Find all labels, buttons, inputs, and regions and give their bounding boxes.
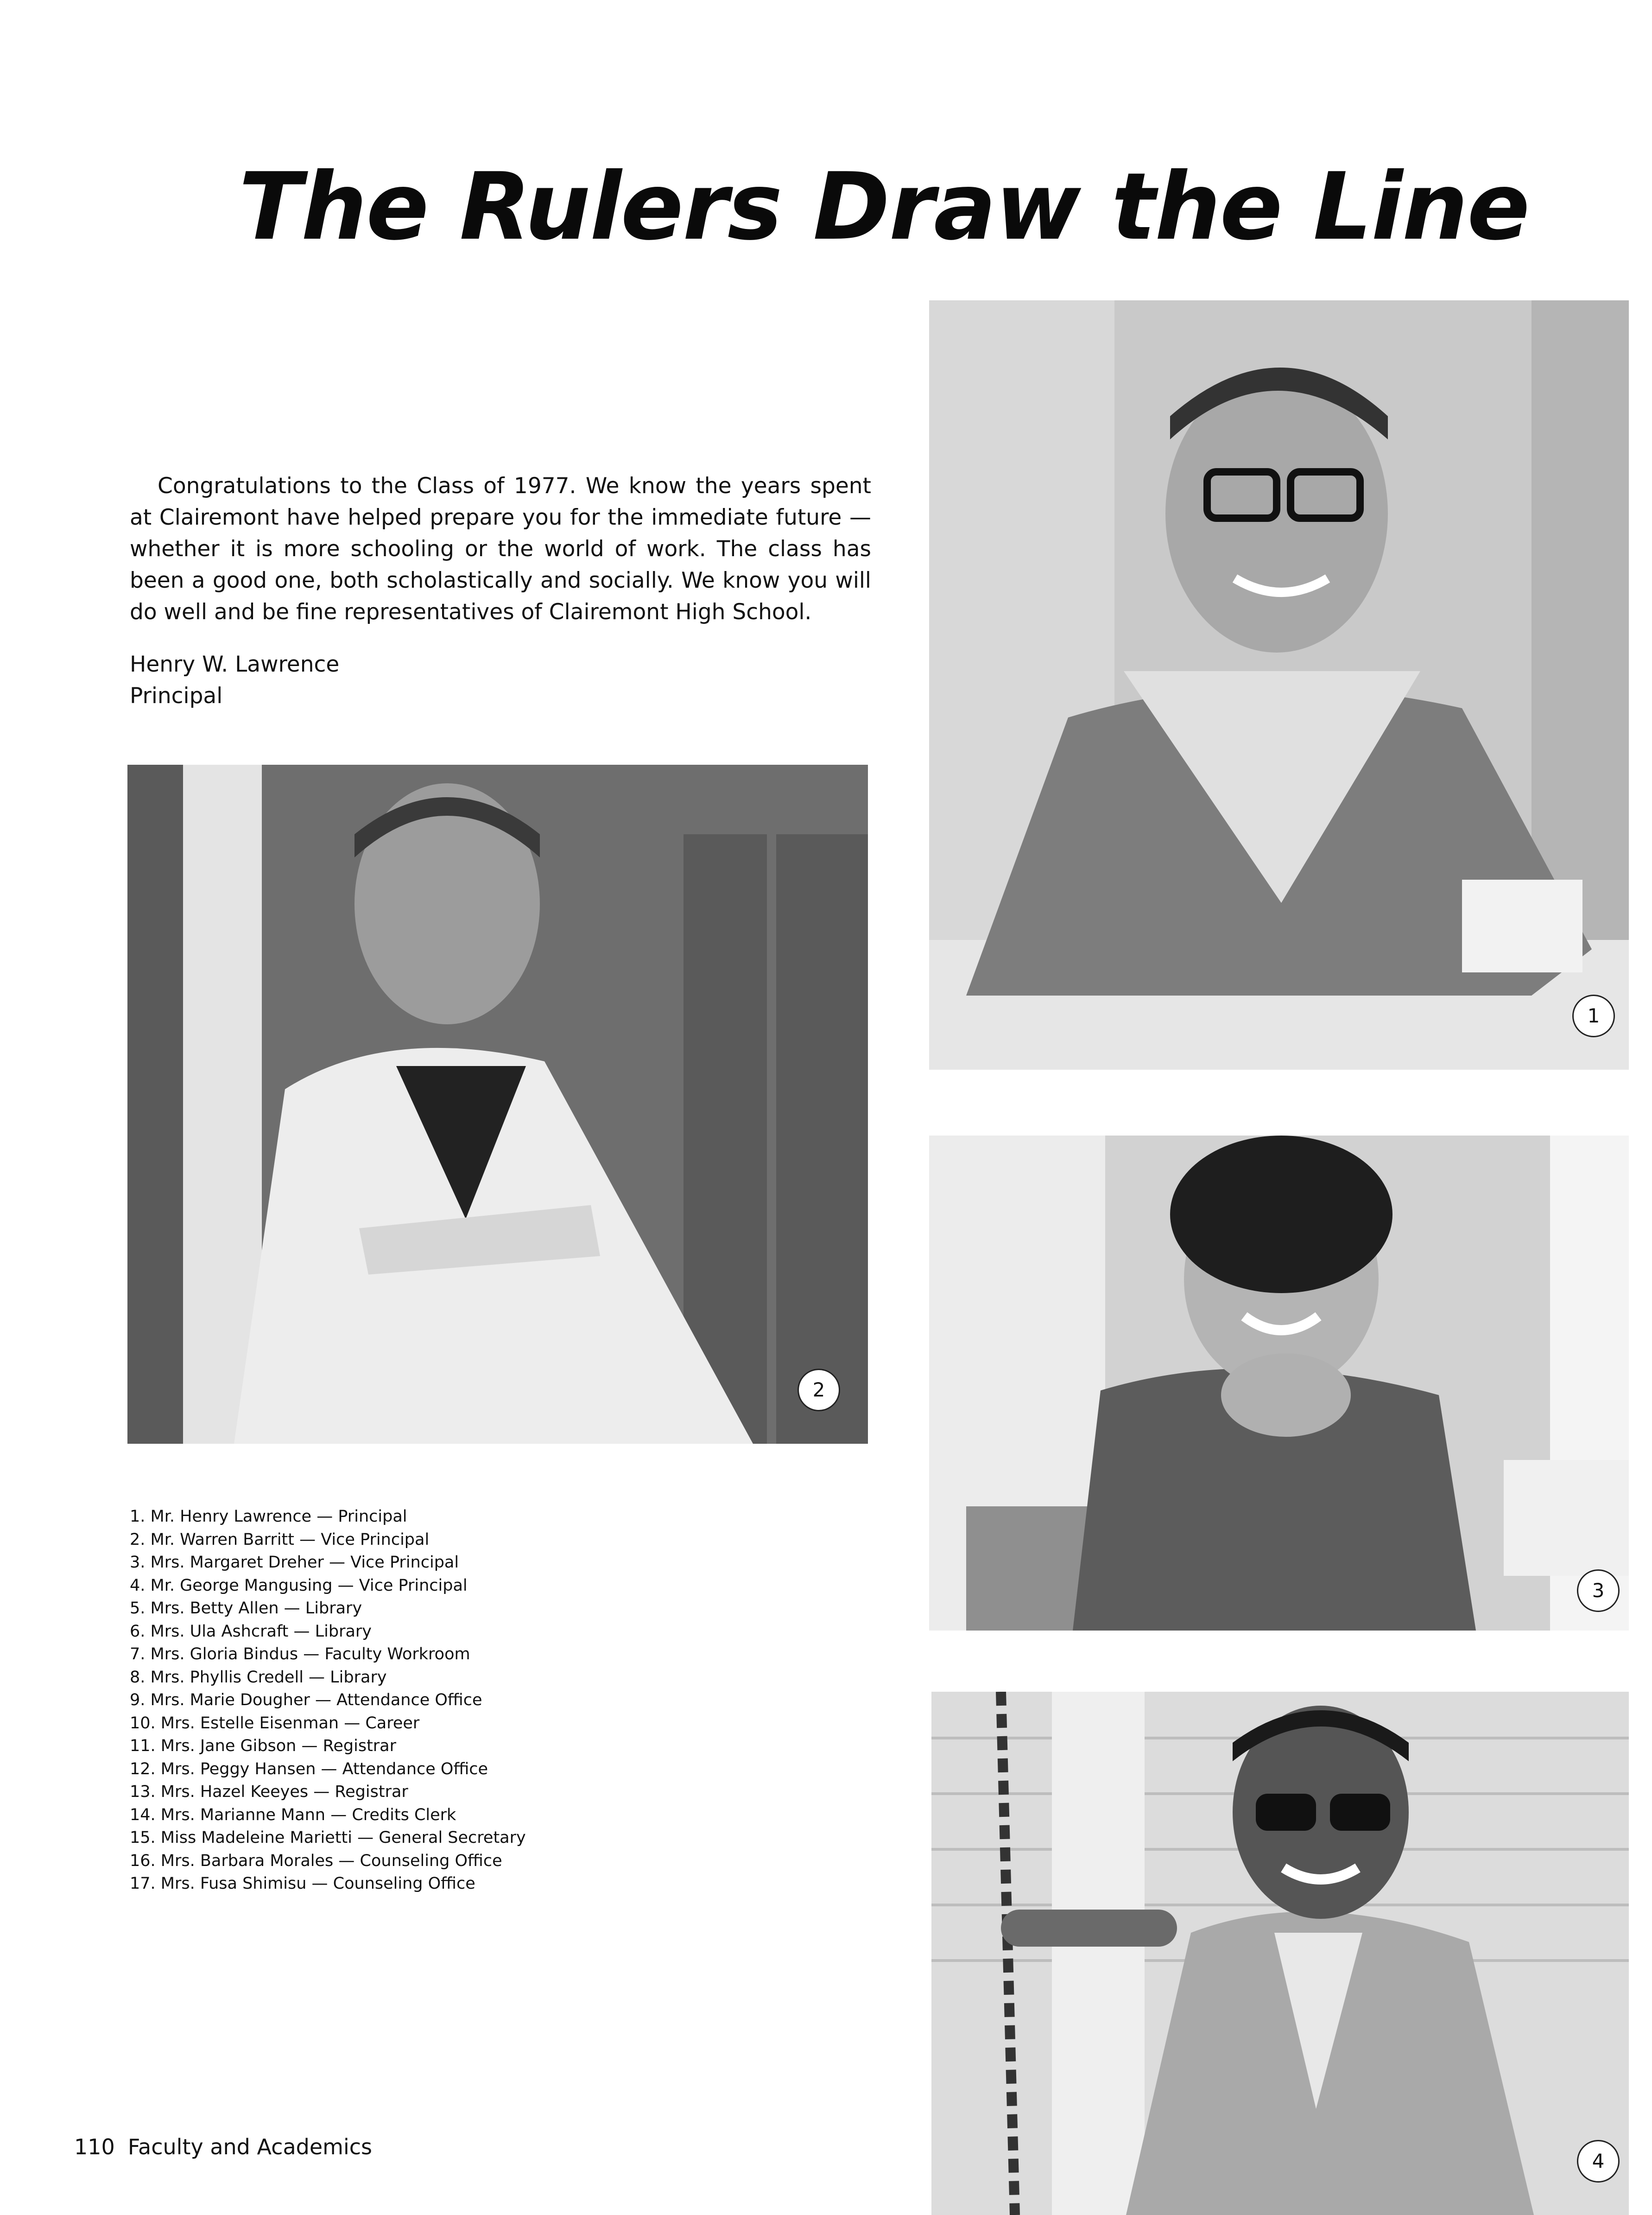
photo-4-number: 4 [1577, 2140, 1620, 2183]
signature-role: Principal [130, 683, 223, 709]
photo-3-image [929, 1136, 1629, 1631]
list-item: 12. Mrs. Peggy Hansen — Attendance Office [130, 1759, 488, 1778]
list-item: 16. Mrs. Barbara Morales — Counseling Office [130, 1851, 502, 1870]
list-item: 9. Mrs. Marie Dougher — Attendance Office [130, 1691, 482, 1709]
photo-1-image [929, 300, 1629, 1070]
list-item: 10. Mrs. Estelle Eisenman — Career [130, 1714, 420, 1733]
page-title: The Rulers Draw the Line [239, 153, 1529, 261]
page-footer [74, 2134, 385, 2159]
principal-message: Congratulations to the Class of 1977. We know the years spent at Clairemont have helped prepare you for the immediate future — whether it is more schooling or the world of work. The class has been a good one, both scholastically and socially. We know you will do well and be fine representatives of Clairemont High School. [130, 473, 871, 625]
staff-list [130, 1505, 732, 1896]
signature-name: Henry W. Lawrence [130, 652, 340, 677]
section-name: Faculty and Academics [127, 2134, 372, 2159]
list-item: 7. Mrs. Gloria Bindus — Faculty Workroom [130, 1645, 470, 1663]
photo-1 [929, 300, 1629, 1070]
list-item: 15. Miss Madeleine Marietti — General Secretary [130, 1828, 526, 1847]
photo-4 [931, 1692, 1629, 2215]
photo-1-number: 1 [1572, 995, 1615, 1037]
list-item: 8. Mrs. Phyllis Credell — Library [130, 1668, 387, 1687]
list-item: 17. Mrs. Fusa Shimisu — Counseling Office [130, 1874, 475, 1893]
photo-2 [127, 765, 868, 1444]
list-item: 1. Mr. Henry Lawrence — Principal [130, 1507, 407, 1526]
list-item: 3. Mrs. Margaret Dreher — Vice Principal [130, 1553, 459, 1572]
list-item: 5. Mrs. Betty Allen — Library [130, 1599, 362, 1618]
photo-2-image [127, 765, 868, 1444]
photo-3 [929, 1136, 1629, 1631]
list-item: 2. Mr. Warren Barritt — Vice Principal [130, 1530, 430, 1549]
list-item: 4. Mr. George Mangusing — Vice Principal [130, 1576, 468, 1595]
list-item: 6. Mrs. Ula Ashcraft — Library [130, 1622, 372, 1641]
list-item: 13. Mrs. Hazel Keeyes — Registrar [130, 1783, 408, 1801]
page-number: 110 [74, 2134, 115, 2159]
signature [130, 649, 593, 712]
photo-4-image [931, 1692, 1629, 2215]
list-item: 14. Mrs. Marianne Mann — Credits Clerk [130, 1805, 456, 1824]
photo-2-number: 2 [798, 1369, 840, 1411]
list-item: 11. Mrs. Jane Gibson — Registrar [130, 1737, 397, 1755]
photo-3-number: 3 [1577, 1569, 1620, 1612]
